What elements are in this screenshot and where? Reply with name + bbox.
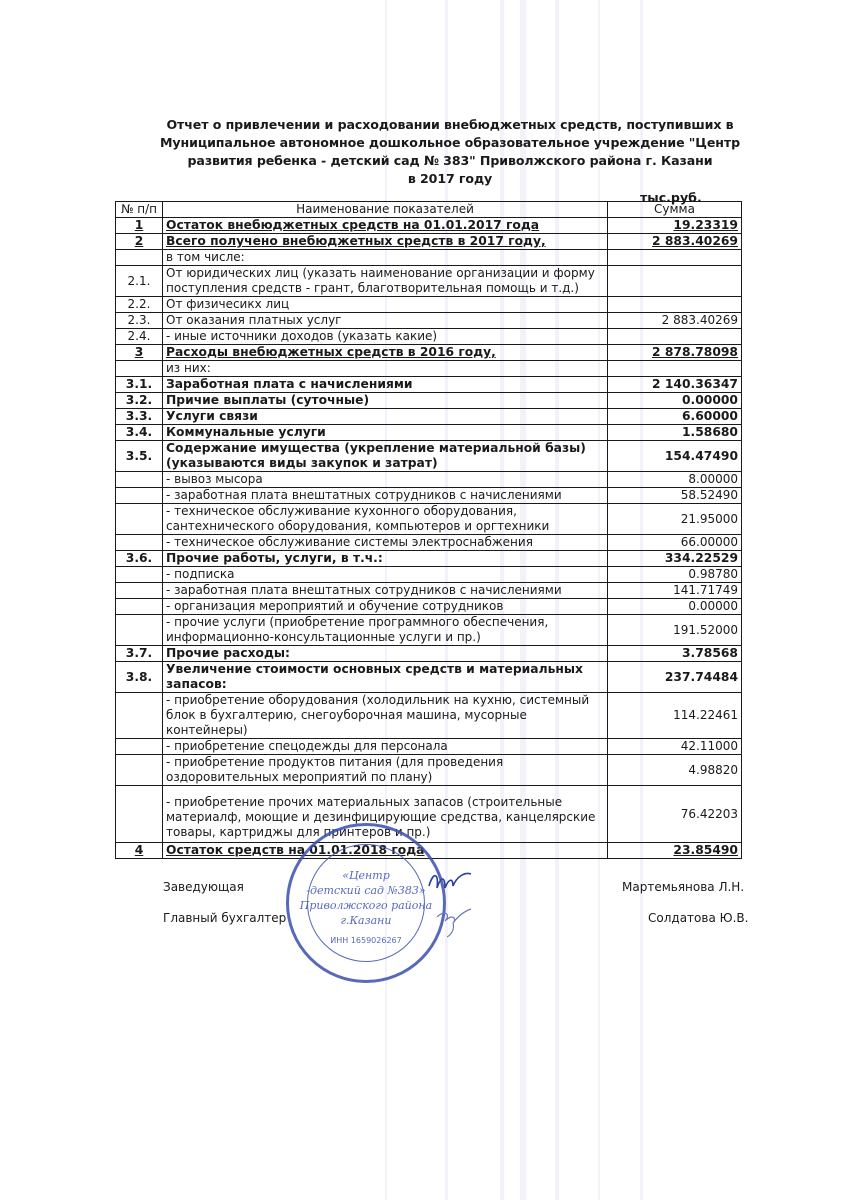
sum-value: 114.22461 [673, 708, 738, 722]
row-number [116, 250, 163, 266]
stamp-line: -детский сад №383» [306, 884, 426, 897]
row-number: 3.7. [116, 646, 163, 662]
header-num: № п/п [116, 202, 163, 218]
sum-value: 23.85490 [673, 843, 738, 857]
sum-value: 6.60000 [681, 409, 738, 423]
sum-value: 191.52000 [673, 622, 738, 637]
row-name: Увеличение стоимости основных средств и материальных запасов: [163, 662, 608, 693]
row-sum [608, 693, 742, 739]
row-sum [608, 393, 742, 409]
table-row [116, 755, 742, 786]
row-name: Прочие работы, услуги, в т.ч.: [163, 551, 608, 567]
sum-value: 237.74484 [664, 669, 738, 684]
row-name: Прочие расходы: [163, 646, 608, 662]
row-sum [608, 843, 742, 859]
row-name: - приобретение оборудования (холодильник на кухню, системный блок в бухгалтерию, снегоуборочная машина, мусорные контейнеры) [163, 693, 608, 739]
row-sum [608, 329, 742, 345]
row-name: Остаток внебюджетных средств на 01.01.2017 года [163, 218, 608, 234]
row-name: из них: [163, 361, 608, 377]
row-sum [608, 662, 742, 693]
row-sum [608, 755, 742, 786]
sum-value: 2 883.40269 [661, 313, 738, 327]
row-sum [608, 551, 742, 567]
row-name: Причие выплаты (суточные) [163, 393, 608, 409]
units-label: тыс.руб. [640, 190, 702, 205]
row-number: 3.4. [116, 425, 163, 441]
row-number: 3.5. [116, 441, 163, 472]
row-sum [608, 504, 742, 535]
table-row [116, 693, 742, 739]
row-sum [608, 234, 742, 250]
row-number [116, 472, 163, 488]
table-row [116, 535, 742, 551]
table-row [116, 551, 742, 567]
sum-value: 0.00000 [688, 599, 738, 613]
table-row [116, 441, 742, 472]
sum-value: 4.98820 [688, 762, 738, 777]
head-name: Мартемьянова Л.Н. [622, 880, 745, 894]
table-row [116, 393, 742, 409]
official-stamp [286, 823, 446, 983]
table-row [116, 377, 742, 393]
row-number: 3.3. [116, 409, 163, 425]
table-row [116, 425, 742, 441]
title-line: Муниципальное автономное дошкольное образовательное учреждение "Центр [159, 135, 740, 150]
row-number: 2.2. [116, 297, 163, 313]
row-name: - организация мероприятий и обучение сотрудников [163, 599, 608, 615]
table-row [116, 361, 742, 377]
accountant-label: Главный бухгалтер [163, 911, 287, 925]
row-sum [608, 425, 742, 441]
row-sum [608, 488, 742, 504]
table-row [116, 504, 742, 535]
row-name: От оказания платных услуг [163, 313, 608, 329]
row-sum [608, 567, 742, 583]
stamp-inn: ИНН 1659026267 [330, 936, 402, 945]
sum-value: 334.22529 [664, 551, 738, 565]
row-number: 3.1. [116, 377, 163, 393]
table-row [116, 250, 742, 266]
sum-value: 19.23319 [673, 218, 738, 232]
row-name: Услуги связи [163, 409, 608, 425]
row-sum [608, 297, 742, 313]
row-name: Расходы внебюджетных средств в 2016 году, [163, 345, 608, 361]
row-name: - заработная плата внештатных сотрудников с начислениями [163, 583, 608, 599]
sum-value: 1.58680 [681, 425, 738, 439]
table-row [116, 218, 742, 234]
row-number [116, 693, 163, 739]
row-sum [608, 313, 742, 329]
row-name: - приобретение спецодежды для персонала [163, 739, 608, 755]
table-row [116, 583, 742, 599]
table-row [116, 266, 742, 297]
row-number [116, 567, 163, 583]
head-signature [425, 868, 475, 898]
row-number [116, 488, 163, 504]
row-sum [608, 615, 742, 646]
stamp-text [289, 868, 443, 928]
row-name: - приобретение прочих материальных запасов (строительные материалф, моющие и дезинфицирующие средства, канцелярские товары, картриджы для принтеров и пр.) [163, 786, 608, 843]
row-sum [608, 472, 742, 488]
table-row [116, 234, 742, 250]
sum-value: 8.00000 [688, 472, 738, 486]
row-name: в том числе: [163, 250, 608, 266]
row-sum [608, 377, 742, 393]
row-name: Остаток средств на 01.01.2018 года [163, 843, 608, 859]
accountant-signature [435, 905, 475, 940]
row-sum [608, 218, 742, 234]
table-row [116, 662, 742, 693]
row-sum [608, 345, 742, 361]
row-number: 2 [116, 234, 163, 250]
stamp-line: г.Казани [340, 914, 392, 927]
table-row [116, 329, 742, 345]
sum-value: 141.71749 [673, 583, 738, 597]
row-number: 2.3. [116, 313, 163, 329]
table-row [116, 786, 742, 843]
row-sum [608, 409, 742, 425]
table-header-row [116, 202, 742, 218]
sum-value: 2 140.36347 [652, 377, 738, 391]
row-name: - иные источники доходов (указать какие) [163, 329, 608, 345]
table-row [116, 646, 742, 662]
row-sum [608, 441, 742, 472]
sum-value: 21.95000 [680, 511, 738, 526]
row-name: Содержание имущества (укрепление материальной базы) (указываются виды закупок и затрат) [163, 441, 608, 472]
row-number [116, 504, 163, 535]
table-row [116, 599, 742, 615]
row-name: - вывоз мысора [163, 472, 608, 488]
stamp-line: Приволжского района [299, 899, 433, 912]
row-name: От юридических лиц (указать наименование организации и форму поступления средств - грант, благотворительная помощь и т.д.) [163, 266, 608, 297]
sum-value: 2 878.78098 [652, 345, 738, 359]
sum-value: 0.00000 [681, 393, 738, 407]
row-sum [608, 583, 742, 599]
report-table [115, 201, 742, 859]
report-title [150, 116, 750, 188]
row-name: Коммунальные услуги [163, 425, 608, 441]
row-number [116, 615, 163, 646]
sum-value: 42.11000 [680, 739, 738, 753]
row-number [116, 786, 163, 843]
stamp-line: «Центр [342, 869, 390, 882]
row-sum [608, 646, 742, 662]
row-sum [608, 786, 742, 843]
accountant-name: Солдатова Ю.В. [648, 911, 749, 925]
sum-value: 66.00000 [680, 535, 738, 549]
row-sum [608, 739, 742, 755]
table-row [116, 739, 742, 755]
table-row [116, 313, 742, 329]
row-number [116, 361, 163, 377]
sum-value: 0.98780 [688, 567, 738, 581]
row-number: 3.8. [116, 662, 163, 693]
head-label: Заведующая [163, 880, 244, 894]
title-line: в 2017 году [407, 171, 493, 186]
row-name: - техническое обслуживание системы электроснабжения [163, 535, 608, 551]
row-sum [608, 599, 742, 615]
row-name: - подписка [163, 567, 608, 583]
row-number: 2.4. [116, 329, 163, 345]
row-number: 3 [116, 345, 163, 361]
sum-value: 2 883.40269 [652, 234, 738, 248]
row-number [116, 583, 163, 599]
table-row [116, 345, 742, 361]
row-number: 2.1. [116, 266, 163, 297]
sum-value: 58.52490 [680, 488, 738, 502]
row-name: Всего получено внебюджетных средств в 2017 году, [163, 234, 608, 250]
title-line: Отчет о привлечении и расходовании внебюджетных средств, поступивших в [166, 117, 734, 132]
sum-value: 3.78568 [681, 646, 738, 660]
row-number: 1 [116, 218, 163, 234]
table-row [116, 488, 742, 504]
row-name: От физичесикх лиц [163, 297, 608, 313]
row-sum [608, 266, 742, 297]
row-number: 4 [116, 843, 163, 859]
row-name: - приобретение продуктов питания (для проведения оздоровительных мероприятий по плану) [163, 755, 608, 786]
table-row [116, 409, 742, 425]
row-number: 3.2. [116, 393, 163, 409]
table-row [116, 567, 742, 583]
table-row [116, 297, 742, 313]
row-number [116, 599, 163, 615]
row-sum [608, 361, 742, 377]
title-line: развития ребенка - детский сад № 383" Приволжского района г. Казани [187, 153, 713, 168]
row-name: Заработная плата с начислениями [163, 377, 608, 393]
sum-value: 154.47490 [664, 448, 738, 463]
header-sum: Сумма [608, 202, 742, 218]
row-name: - заработная плата внештатных сотрудников с начислениями [163, 488, 608, 504]
table-row [116, 472, 742, 488]
row-number [116, 755, 163, 786]
row-number [116, 739, 163, 755]
header-name: Наименование показателей [163, 202, 608, 218]
row-name: - прочие услуги (приобретение программного обеспечения, информационно-консультационные услуги и пр.) [163, 615, 608, 646]
sum-value: 76.42203 [680, 806, 738, 821]
row-sum [608, 250, 742, 266]
table-row [116, 615, 742, 646]
row-number: 3.6. [116, 551, 163, 567]
row-number [116, 535, 163, 551]
row-name: - техническое обслуживание кухонного оборудования, сантехнического оборудования, компьютеров и оргтехники [163, 504, 608, 535]
row-sum [608, 535, 742, 551]
